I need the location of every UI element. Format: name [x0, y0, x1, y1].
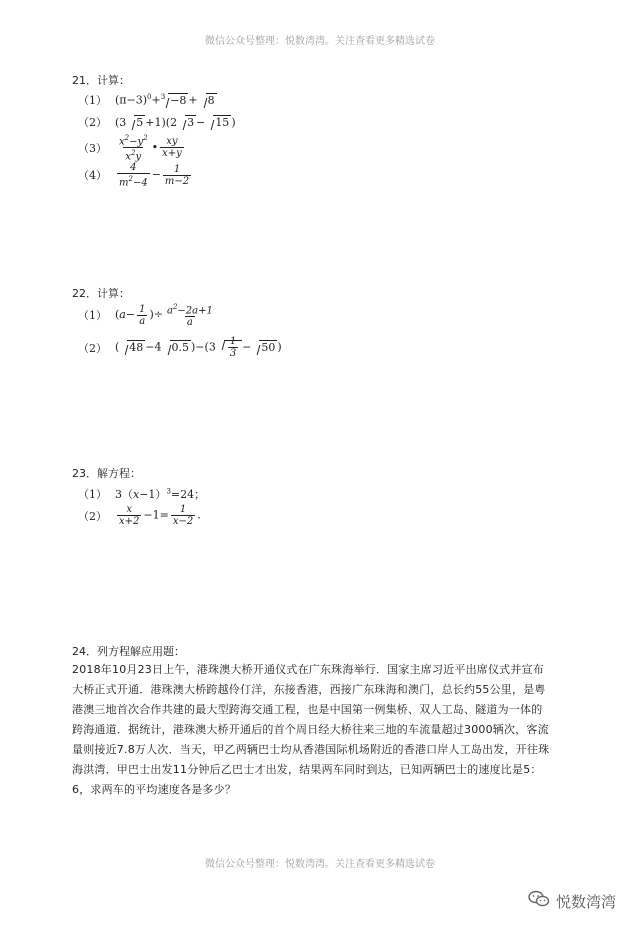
- math-expression: $\frac{4}{m^2-4}$ − $\frac{1}{m-2}$: [119, 162, 190, 189]
- math-expression: $3(x-1)^3=24$；: [115, 487, 206, 501]
- question-24-title: 24．列方程解应用题：: [72, 645, 185, 658]
- question-23-title: 23．解方程：: [72, 467, 141, 480]
- question-24-body: 2018年10月23日上午，港珠澳大桥开通仪式在广东珠海举行．国家主席习近平出席仪式并宣布大桥正式开通．港珠澳大桥跨越伶仃洋，东接香港，西接广东珠海和澳门，总长约55公里，是粤港澳三地首次合作共建的最大型跨海交通工程，也是中国第一例集桥、双人工岛、隧道为一体的跨海通道．据统计，港珠澳大桥开通后的首个周日经大桥往来三地的车流量超过3000辆次，客流量则接近7.8万人次．当天，甲乙两辆巴士均从香港国际机场附近的香港口岸人工岛出发，开往珠海洪湾．甲巴士出发11分钟后乙巴士才出发，结果两车同时到达，已知两辆巴士的速度比是5：6，求两车的平均速度各是多少？: [72, 663, 550, 796]
- q21-item-2: [78, 114, 236, 130]
- q21-item-1: [78, 92, 217, 108]
- item-number: （1）: [78, 488, 107, 501]
- wechat-icon: [528, 890, 556, 912]
- question-22-title: 22．计算：: [72, 287, 130, 300]
- question-21-title: 21．计算：: [72, 74, 130, 87]
- math-expression: (a− $\frac{1}{a}$ )÷ $\frac{a^2-2a+1}{a}$: [115, 303, 213, 329]
- math-expression: ( 48 −4 0.5 )−(3 $\frac{1}{3}$ − 50 ): [115, 336, 282, 359]
- math-expression: $(\pi-3)^0+^3 -8 + 8$: [115, 93, 215, 107]
- logo-text: 悦数湾湾: [556, 892, 617, 911]
- math-expression: $\frac{x^2-y^2}{x^2y}$ • $\frac{xy}{x+y}$: [119, 134, 182, 163]
- q21-item-4: [78, 162, 193, 188]
- q21-item-3: [78, 133, 186, 163]
- item-number: （4）: [78, 169, 107, 183]
- item-number: （1）: [78, 94, 107, 107]
- q23-item-1: [78, 486, 205, 502]
- math-expression: (3 5 +1)(2 3 − 15 ): [115, 115, 236, 129]
- footer-watermark: 微信公众号整理：悦数湾湾。关注查看更多精选试卷: [205, 859, 435, 870]
- q22-item-2: [78, 336, 282, 359]
- item-number: （2）: [78, 509, 107, 523]
- item-number: （3）: [78, 141, 107, 155]
- item-number: （1）: [78, 309, 107, 323]
- brand-logo: [528, 890, 616, 912]
- item-number: （2）: [78, 341, 107, 355]
- item-number: （2）: [78, 116, 107, 129]
- q23-item-2: [78, 504, 201, 527]
- header-watermark: 微信公众号整理：悦数湾湾。关注查看更多精选试卷: [205, 36, 435, 47]
- q22-item-1: [78, 302, 217, 328]
- math-expression: $\frac{x}{x+2}$ −1= $\frac{1}{x-2}$ .: [119, 504, 201, 527]
